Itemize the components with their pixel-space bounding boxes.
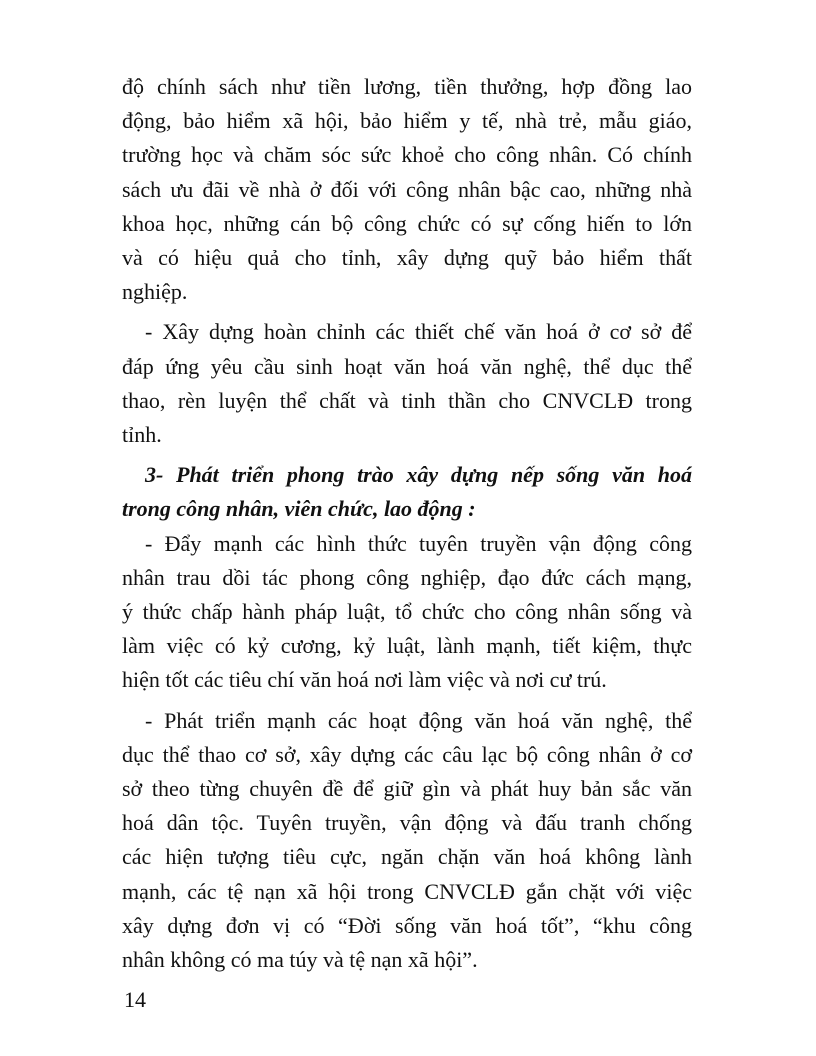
page-number: 14 bbox=[124, 987, 146, 1012]
text-line: - Xây dựng hoàn chỉnh các thiết chế văn hoá ở cơ sở để bbox=[145, 319, 692, 345]
document-page bbox=[122, 70, 692, 977]
paragraph-cultural-activities bbox=[122, 704, 692, 978]
text-line: dục thể thao cơ sở, xây dựng các câu lạc bộ công nhân ở cơ bbox=[122, 741, 692, 767]
text-line: - Đẩy mạnh các hình thức tuyên truyền vận động công bbox=[145, 530, 692, 556]
text-line: và có hiệu quả cho tỉnh, xây dựng quỹ bảo hiểm thất bbox=[122, 245, 692, 271]
heading-line: trong công nhân, viên chức, lao động : bbox=[122, 496, 476, 522]
section-heading bbox=[122, 458, 692, 526]
text-line: tỉnh. bbox=[122, 422, 162, 448]
text-line: nhân trau dồi tác phong công nghiệp, đạo đức cách mạng, bbox=[122, 564, 692, 590]
text-line: đáp ứng yêu cầu sinh hoạt văn hoá văn nghệ, thể dục thể bbox=[122, 353, 692, 379]
text-line: xây dựng đơn vị có “Đời sống văn hoá tốt”, “khu công bbox=[122, 912, 692, 938]
paragraph-cultural-institutions bbox=[122, 315, 692, 452]
text-line: làm việc có kỷ cương, kỷ luật, lành mạnh, tiết kiệm, thực bbox=[122, 633, 692, 659]
text-line: sở theo từng chuyên đề để giữ gìn và phát huy bản sắc văn bbox=[122, 776, 692, 802]
text-line: độ chính sách như tiền lương, tiền thưởng, hợp đồng lao bbox=[122, 74, 692, 99]
text-line: ý thức chấp hành pháp luật, tổ chức cho công nhân sống và bbox=[122, 599, 692, 625]
text-line: thao, rèn luyện thể chất và tinh thần cho CNVCLĐ trong bbox=[122, 387, 692, 413]
text-line: hoá dân tộc. Tuyên truyền, vận động và đấu tranh chống bbox=[122, 810, 692, 836]
heading-line: 3- Phát triển phong trào xây dựng nếp sống văn hoá bbox=[145, 462, 692, 488]
text-line: nghiệp. bbox=[122, 279, 188, 305]
text-line: trường học và chăm sóc sức khoẻ cho công nhân. Có chính bbox=[122, 142, 692, 168]
text-line: động, bảo hiểm xã hội, bảo hiểm y tế, nhà trẻ, mẫu giáo, bbox=[122, 108, 692, 134]
text-line: khoa học, những cán bộ công chức có sự cống hiến to lớn bbox=[122, 210, 692, 236]
text-line: nhân không có ma túy và tệ nạn xã hội”. bbox=[122, 947, 478, 973]
text-line: các hiện tượng tiêu cực, ngăn chặn văn hoá không lành bbox=[122, 844, 692, 870]
text-line: mạnh, các tệ nạn xã hội trong CNVCLĐ gắn chặt với việc bbox=[122, 878, 692, 904]
text-line: sách ưu đãi về nhà ở đối với công nhân bậc cao, những nhà bbox=[122, 176, 692, 202]
paragraph-propaganda bbox=[122, 527, 692, 698]
text-line: - Phát triển mạnh các hoạt động văn hoá văn nghệ, thể bbox=[145, 707, 692, 733]
text-line: hiện tốt các tiêu chí văn hoá nơi làm việc và nơi cư trú. bbox=[122, 667, 607, 693]
paragraph-policy bbox=[122, 70, 692, 309]
